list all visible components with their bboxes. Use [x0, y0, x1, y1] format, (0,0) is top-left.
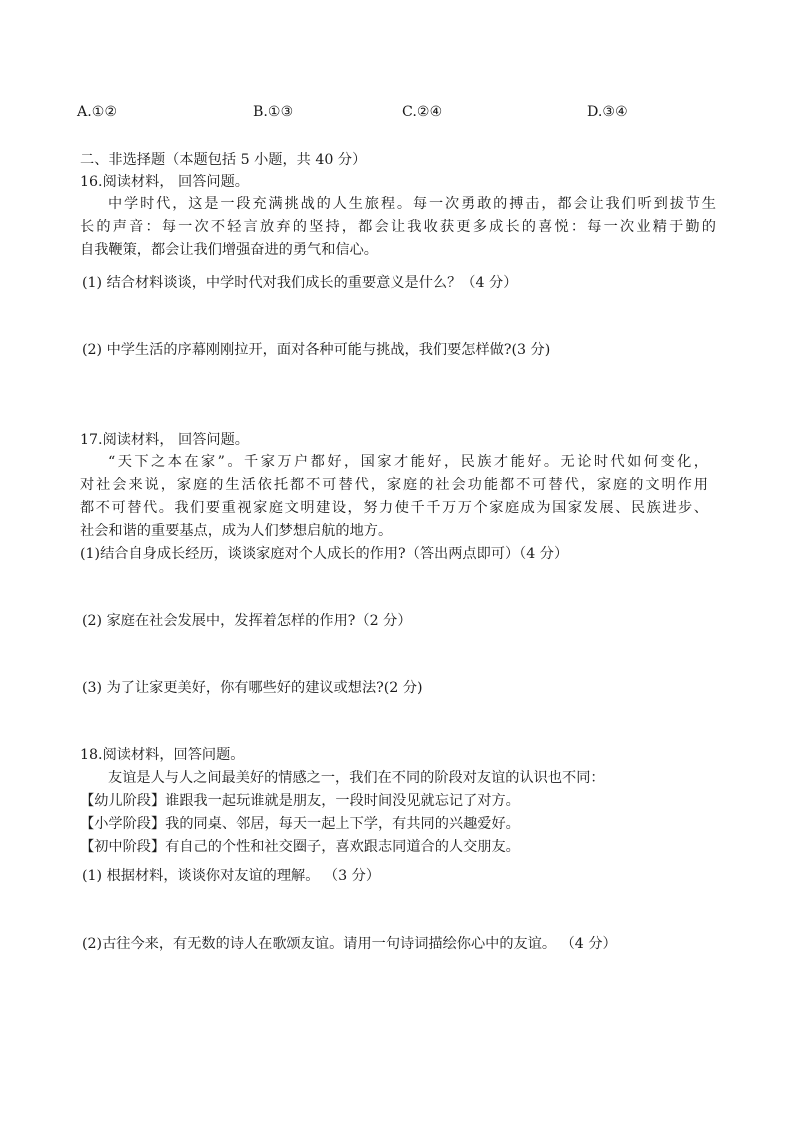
q18-stage-infant: 【幼儿阶段】谁跟我一起玩谁就是朋友，一段时间没见就忘记了对方。: [80, 793, 520, 809]
q18-sub-question-1: (1) 根据材料，谈谈你对友谊的理解。 （3 分）: [82, 868, 381, 884]
q16-material-line-1: 中学时代，这是一段充满挑战的人生旅程。每一次勇敢的搏击，都会让我们听到拔节生: [108, 196, 716, 212]
q16-material-line-3: 自我鞭策，都会让我们增强奋进的勇气和信心。: [80, 242, 378, 258]
q17-sub-question-3: (3) 为了让家更美好，你有哪些好的建议或想法?(2 分): [82, 680, 423, 696]
q18-material-line-1: 友谊是人与人之间最美好的情感之一，我们在不同的阶段对友谊的认识也不同：: [108, 770, 605, 786]
q17-sub-question-1: (1)结合自身成长经历，谈谈家庭对个人成长的作用?（答出两点即可）（4 分）: [80, 546, 569, 562]
option-c: C.②④: [402, 104, 443, 120]
q16-title: 16.阅读材料， 回答问题。: [80, 174, 249, 190]
q17-sub-question-2: (2) 家庭在社会发展中，发挥着怎样的作用?（2 分）: [82, 613, 412, 629]
q16-material-line-2: 长的声音：每一次不轻言放弃的坚持，都会让我收获更多成长的喜悦：每一次业精于勤的: [80, 219, 716, 235]
q16-sub-question-2: (2) 中学生活的序幕刚刚拉开，面对各种可能与挑战，我们要怎样做?(3 分): [82, 342, 551, 358]
q17-material-line-1: “天下之本在家”。千家万户都好，国家才能好，民族才能好。无论时代如何变化，: [108, 454, 708, 470]
q17-material-line-4: 社会和谐的重要基点，成为人们梦想启航的地方。: [80, 523, 393, 539]
q18-stage-primary: 【小学阶段】我的同桌、邻居，每天一起上下学，有共同的兴趣爱好。: [80, 816, 520, 832]
q18-stage-junior: 【初中阶段】有自己的个性和社交圈子，喜欢跟志同道合的人交朋友。: [80, 839, 520, 855]
q18-sub-question-2: (2)古往今来，有无数的诗人在歌颂友谊。请用一句诗词描绘你心中的友谊。 （4 分）: [82, 936, 617, 952]
q16-sub-question-1: (1) 结合材料谈谈，中学时代对我们成长的重要意义是什么？（4 分）: [82, 275, 518, 291]
q18-title: 18.阅读材料，回答问题。: [80, 747, 245, 763]
section-heading: 二、非选择题（本题包括 5 小题，共 40 分）: [80, 152, 367, 168]
option-d: D.③④: [587, 104, 628, 120]
q17-title: 17.阅读材料， 回答问题。: [80, 432, 249, 448]
q17-material-line-2: 对社会来说，家庭的生活依托都不可替代，家庭的社会功能都不可替代，家庭的文明作用: [80, 477, 708, 493]
q17-material-line-3: 都不可替代。我们要重视家庭文明建设，努力使千千万万个家庭成为国家发展、民族进步、: [80, 500, 708, 516]
option-b: B.①③: [253, 104, 294, 120]
option-a: A.①②: [77, 104, 118, 120]
